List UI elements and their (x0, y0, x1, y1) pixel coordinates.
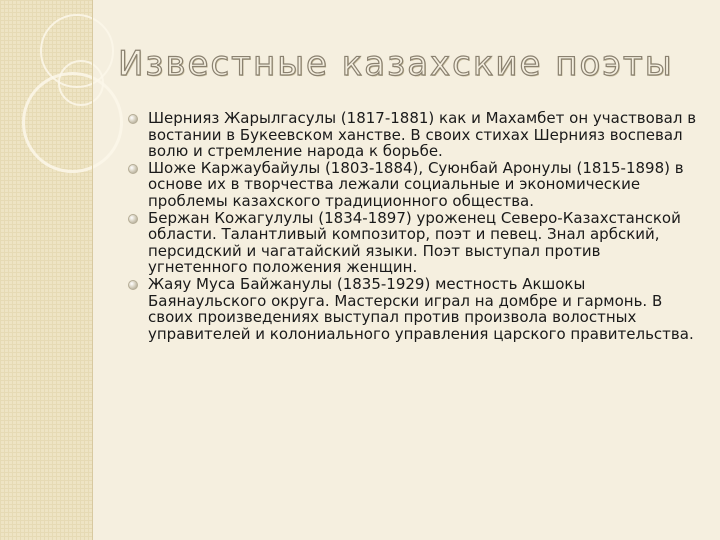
list-item-text: Шернияз Жарылгасулы (1817-1881) как и Махамбет он участвовал в востании в Букеевском ханстве. В своих стихах Шернияз воспевал волю и стремление народа к борьбе. (148, 109, 697, 161)
list-item (128, 210, 698, 276)
bullet-icon (128, 164, 138, 174)
list-item-text: Жаяу Муса Байжанулы (1835-1929) местность Акшокы Баянаульского округа. Мастерски играл на домбре и гармонь. В своих произведениях выступал против произвола волостных управителей и колониального управления царского правительства. (148, 274, 694, 343)
decorative-circle (58, 60, 104, 106)
bullet-icon (128, 214, 138, 224)
list-item-text: Бержан Кожагулулы (1834-1897) уроженец Северо-Казахстанской области. Талантливый композитор, поэт и певец. Знал арбский, персидский и чагатайский языки. Поэт выступал против угнетенного положения женщин. (148, 208, 681, 277)
list-item-text: Шоже Каржаубайулы (1803-1884), Суюнбай Аронулы (1815-1898) в основе их в творчества лежали социальные и экономические проблемы казахского традиционного общества. (148, 158, 684, 210)
bullet-list (128, 110, 698, 342)
list-item (128, 276, 698, 342)
list-item (128, 160, 698, 210)
slide-title: Известные казахские поэты (118, 44, 674, 84)
list-item (128, 110, 698, 160)
panel-divider (92, 0, 93, 540)
bullet-icon (128, 114, 138, 124)
bullet-icon (128, 280, 138, 290)
decorative-side-panel (0, 0, 92, 540)
